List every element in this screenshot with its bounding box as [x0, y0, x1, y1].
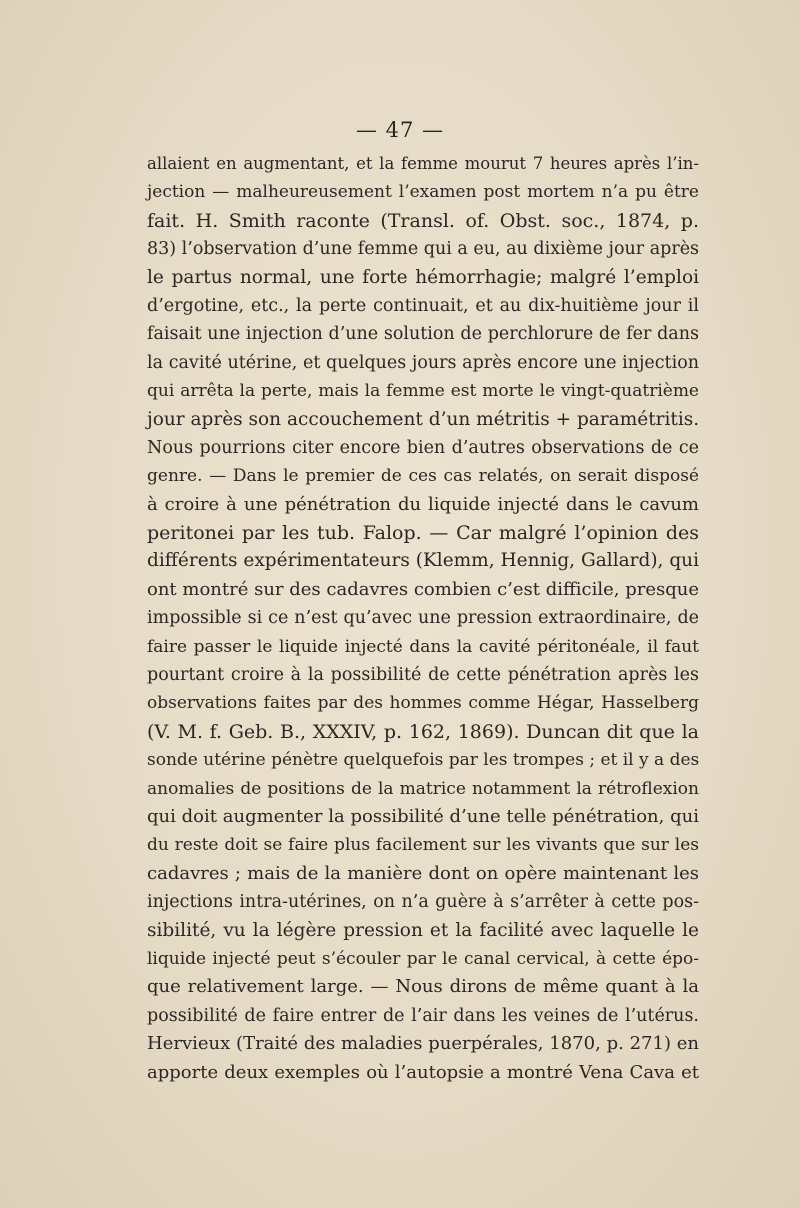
text-line: sibilité, vu la légère pression et la facilité avec laquelle le — [147, 919, 699, 941]
text-line: allaient en augmentant, et la femme mourut 7 heures après l’in- — [147, 154, 699, 173]
text-line: sonde utérine pénètre quelquefois par les trompes ; et il y a des — [147, 750, 700, 771]
text-line: du reste doit se faire plus facilement sur les vivants que sur les — [147, 835, 699, 856]
text-line: à croire à une pénétration du liquide injecté dans le cavum — [147, 493, 699, 515]
text-line: d’ergotine, etc., la perte continuait, et au dix-huitième jour il — [147, 295, 699, 316]
text-line: genre. — Dans le premier de ces cas relatés, on serait disposé — [147, 466, 699, 487]
text-line: impossible si ce n’est qu’avec une pression extraordinaire, de — [147, 608, 699, 629]
body-text — [147, 150, 699, 1087]
text-line: cadavres ; mais de la manière dont on opère maintenant les — [147, 862, 699, 884]
text-line: qui doit augmenter la possibilité d’une telle pénétration, qui — [147, 805, 699, 827]
text-line: apporte deux exemples où l’autopsie a montré Vena Cava et — [147, 1061, 699, 1083]
text-line: observations faites par des hommes comme Hégar, Hasselberg — [147, 693, 699, 714]
text-line: la cavité utérine, et quelques jours après encore une injection — [147, 352, 699, 373]
text-line: différents expérimentateurs (Klemm, Hennig, Gallard), qui — [147, 550, 699, 572]
text-line: jection — malheureusement l’examen post mortem n’a pu être — [147, 182, 699, 203]
text-line: qui arrêta la perte, mais la femme est morte le vingt-quatrième — [147, 381, 699, 402]
text-line: anomalies de positions de la matrice notamment la rétroflexion — [147, 778, 699, 799]
text-line: que relativement large. — Nous dirons de même quant à la — [147, 976, 699, 998]
text-line: le partus normal, une forte hémorrhagie; malgré l’emploi — [147, 266, 699, 288]
text-line: faisait une injection d’une solution de perchlorure de fer dans — [147, 324, 699, 345]
page-number: — 47 — — [355, 118, 445, 142]
text-line: 83) l’observation d’une femme qui a eu, au dixième jour après — [147, 239, 700, 260]
text-line: (V. M. f. Geb. B., XXXIV, p. 162, 1869). Duncan dit que la — [147, 720, 699, 743]
text-line: liquide injecté peut s’écouler par le canal cervical, à cette épo- — [147, 948, 699, 969]
text-line: Nous pourrions citer encore bien d’autres observations de ce — [147, 437, 699, 458]
text-line: ont montré sur des cadavres combien c’est difficile, presque — [147, 578, 700, 600]
text-line: peritonei par les tub. Falop. — Car malgré l’opinion des — [147, 522, 699, 545]
text-line: fait. H. Smith raconte (Transl. of. Obst. soc., 1874, p. — [147, 209, 699, 232]
text-line: possibilité de faire entrer de l’air dans les veines de l’utérus. — [147, 1005, 699, 1026]
text-line: injections intra-utérines, on n’a guère à s’arrêter à cette pos- — [147, 892, 699, 913]
text-line: pourtant croire à la possibilité de cette pénétration après les — [147, 665, 699, 686]
text-line: jour après son accouchement d’un métritis + paramétritis. — [147, 408, 700, 430]
text-line: faire passer le liquide injecté dans la cavité péritonéale, il faut — [147, 636, 699, 657]
text-line: Hervieux (Traité des maladies puerpérales, 1870, p. 271) en — [147, 1033, 699, 1055]
